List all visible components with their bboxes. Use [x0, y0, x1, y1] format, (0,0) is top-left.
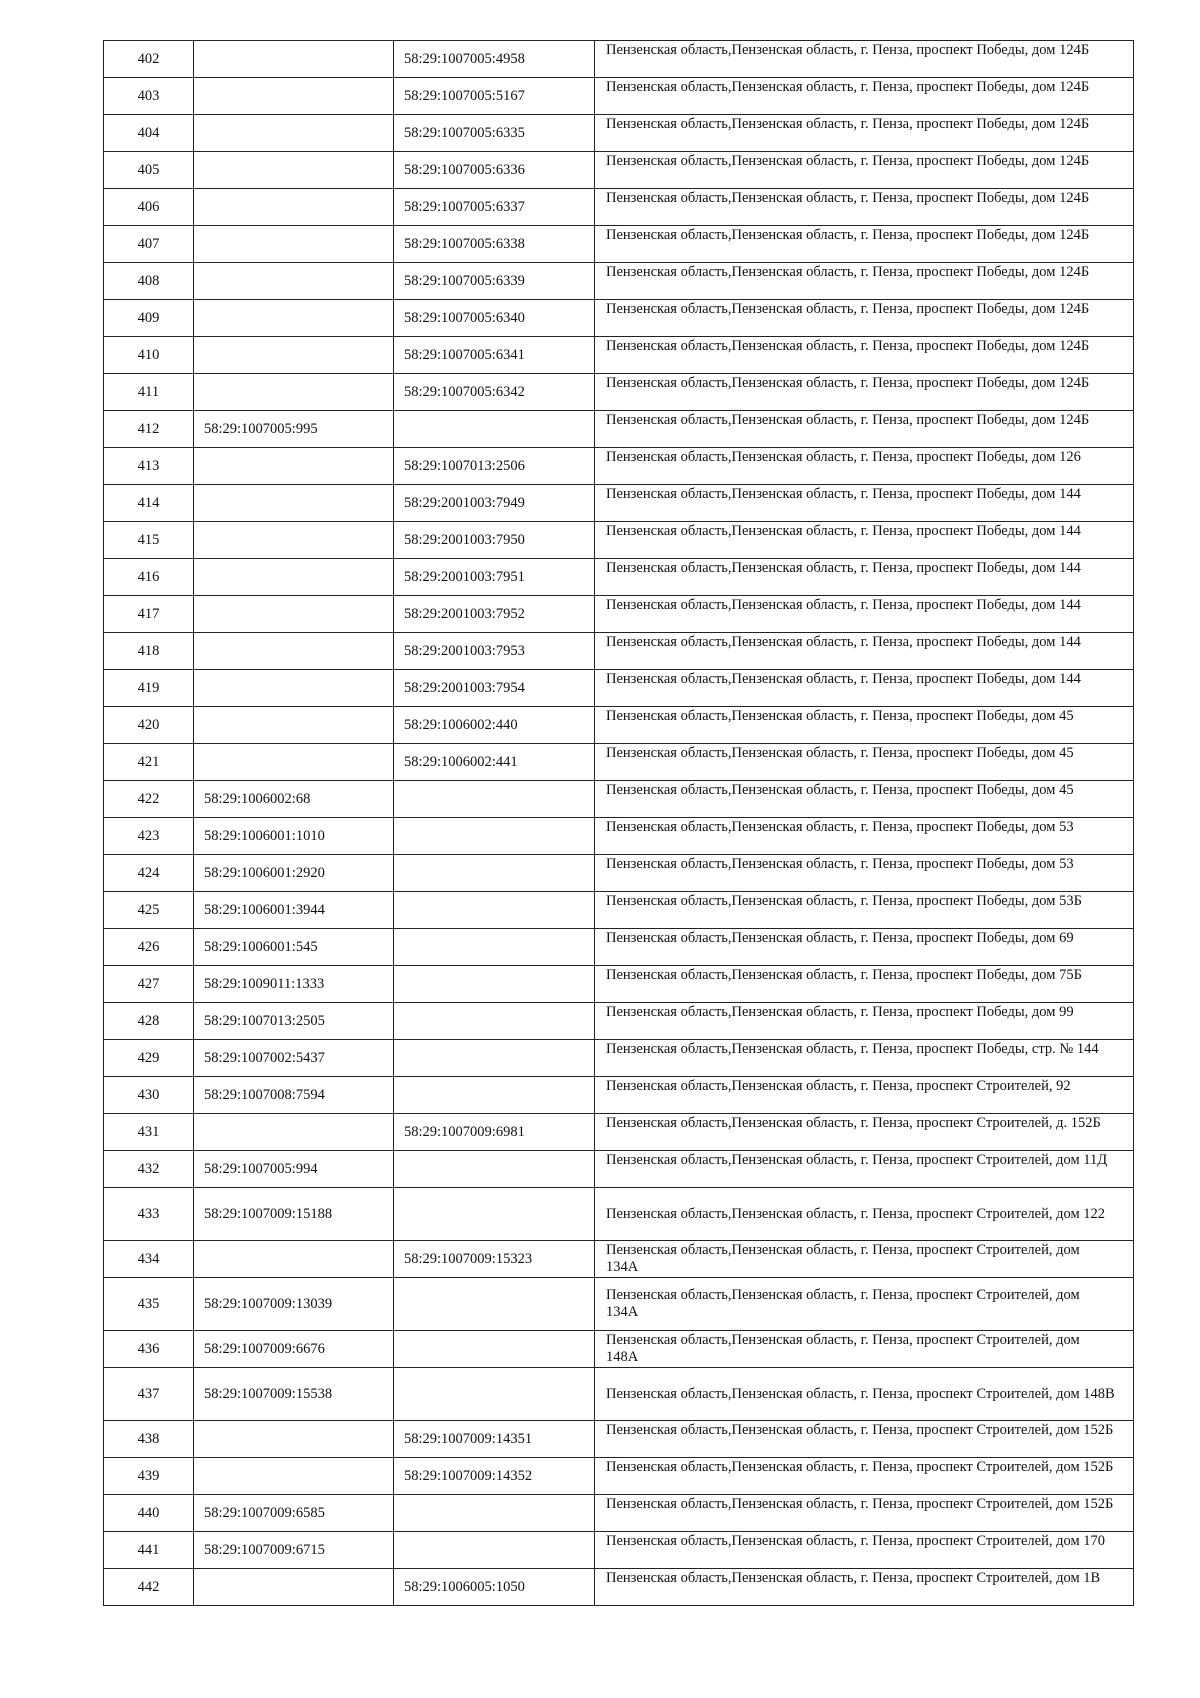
land-cadastral-number-cell: 58:29:1007013:2505: [194, 1003, 394, 1040]
address-cell: Пензенская область,Пензенская область, г. Пенза, проспект Победы, дом 124Б: [595, 374, 1134, 411]
address-cell: Пензенская область,Пензенская область, г. Пенза, проспект Победы, дом 99: [595, 1003, 1134, 1040]
row-number-cell: 438: [104, 1421, 194, 1458]
building-cadastral-number-cell: [394, 966, 595, 1003]
table-row: [104, 892, 1134, 929]
table-row: [104, 1151, 1134, 1188]
row-number-cell: 439: [104, 1458, 194, 1495]
address-cell: Пензенская область,Пензенская область, г. Пенза, проспект Победы, дом 144: [595, 522, 1134, 559]
address-cell: Пензенская область,Пензенская область, г. Пенза, проспект Победы, дом 144: [595, 485, 1134, 522]
row-number-cell: 402: [104, 41, 194, 78]
land-cadastral-number-cell: [194, 374, 394, 411]
address-cell: Пензенская область,Пензенская область, г. Пенза, проспект Победы, дом 53: [595, 818, 1134, 855]
building-cadastral-number-cell: 58:29:1007005:6339: [394, 263, 595, 300]
table-row: [104, 263, 1134, 300]
table-row: [104, 633, 1134, 670]
table-row: [104, 1368, 1134, 1421]
row-number-cell: 406: [104, 189, 194, 226]
address-cell: Пензенская область,Пензенская область, г. Пенза, проспект Строителей, дом 148А: [595, 1331, 1134, 1368]
row-number-cell: 427: [104, 966, 194, 1003]
address-cell: Пензенская область,Пензенская область, г. Пенза, проспект Победы, дом 144: [595, 670, 1134, 707]
address-cell: Пензенская область,Пензенская область, г. Пенза, проспект Строителей, дом 152Б: [595, 1495, 1134, 1532]
building-cadastral-number-cell: 58:29:1007009:14352: [394, 1458, 595, 1495]
land-cadastral-number-cell: [194, 300, 394, 337]
table-row: [104, 374, 1134, 411]
address-cell: Пензенская область,Пензенская область, г. Пенза, проспект Строителей, дом 11Д: [595, 1151, 1134, 1188]
land-cadastral-number-cell: [194, 522, 394, 559]
address-cell: Пензенская область,Пензенская область, г. Пенза, проспект Строителей, дом 134А: [595, 1241, 1134, 1278]
registry-table-body: [104, 41, 1134, 1606]
table-row: [104, 411, 1134, 448]
land-cadastral-number-cell: [194, 1458, 394, 1495]
table-row: [104, 744, 1134, 781]
address-cell: Пензенская область,Пензенская область, г. Пенза, проспект Победы, дом 124Б: [595, 78, 1134, 115]
address-cell: Пензенская область,Пензенская область, г. Пенза, проспект Победы, дом 126: [595, 448, 1134, 485]
address-cell: Пензенская область,Пензенская область, г. Пенза, проспект Победы, дом 124Б: [595, 411, 1134, 448]
building-cadastral-number-cell: 58:29:1007005:6341: [394, 337, 595, 374]
address-cell: Пензенская область,Пензенская область, г. Пенза, проспект Победы, дом 144: [595, 596, 1134, 633]
building-cadastral-number-cell: [394, 1278, 595, 1331]
table-row: [104, 966, 1134, 1003]
address-cell: Пензенская область,Пензенская область, г. Пенза, проспект Строителей, дом 1В: [595, 1569, 1134, 1606]
building-cadastral-number-cell: 58:29:1007009:15323: [394, 1241, 595, 1278]
address-cell: Пензенская область,Пензенская область, г. Пенза, проспект Строителей, дом 148В: [595, 1368, 1134, 1421]
address-cell: Пензенская область,Пензенская область, г. Пенза, проспект Победы, дом 45: [595, 707, 1134, 744]
row-number-cell: 432: [104, 1151, 194, 1188]
row-number-cell: 442: [104, 1569, 194, 1606]
address-cell: Пензенская область,Пензенская область, г. Пенза, проспект Победы, дом 45: [595, 781, 1134, 818]
table-row: [104, 1003, 1134, 1040]
row-number-cell: 414: [104, 485, 194, 522]
table-row: [104, 226, 1134, 263]
row-number-cell: 435: [104, 1278, 194, 1331]
table-row: [104, 1040, 1134, 1077]
building-cadastral-number-cell: 58:29:1007005:6338: [394, 226, 595, 263]
address-cell: Пензенская область,Пензенская область, г. Пенза, проспект Победы, дом 124Б: [595, 189, 1134, 226]
land-cadastral-number-cell: [194, 115, 394, 152]
building-cadastral-number-cell: [394, 929, 595, 966]
address-cell: Пензенская область,Пензенская область, г. Пенза, проспект Строителей, дом 152Б: [595, 1458, 1134, 1495]
building-cadastral-number-cell: [394, 1188, 595, 1241]
table-row: [104, 1458, 1134, 1495]
land-cadastral-number-cell: [194, 485, 394, 522]
building-cadastral-number-cell: 58:29:1006002:440: [394, 707, 595, 744]
land-cadastral-number-cell: 58:29:1007008:7594: [194, 1077, 394, 1114]
address-cell: Пензенская область,Пензенская область, г. Пенза, проспект Победы, дом 124Б: [595, 263, 1134, 300]
land-cadastral-number-cell: 58:29:1007005:995: [194, 411, 394, 448]
row-number-cell: 433: [104, 1188, 194, 1241]
land-cadastral-number-cell: 58:29:1007009:6715: [194, 1532, 394, 1569]
address-cell: Пензенская область,Пензенская область, г. Пенза, проспект Победы, дом 75Б: [595, 966, 1134, 1003]
table-row: [104, 1532, 1134, 1569]
address-cell: Пензенская область,Пензенская область, г. Пенза, проспект Победы, дом 53: [595, 855, 1134, 892]
row-number-cell: 428: [104, 1003, 194, 1040]
table-row: [104, 522, 1134, 559]
table-row: [104, 78, 1134, 115]
address-cell: Пензенская область,Пензенская область, г. Пенза, проспект Победы, дом 45: [595, 744, 1134, 781]
building-cadastral-number-cell: [394, 1532, 595, 1569]
land-cadastral-number-cell: 58:29:1006001:3944: [194, 892, 394, 929]
table-row: [104, 559, 1134, 596]
land-cadastral-number-cell: 58:29:1006001:545: [194, 929, 394, 966]
row-number-cell: 425: [104, 892, 194, 929]
land-cadastral-number-cell: [194, 559, 394, 596]
row-number-cell: 404: [104, 115, 194, 152]
land-cadastral-number-cell: [194, 1569, 394, 1606]
table-row: [104, 1114, 1134, 1151]
row-number-cell: 408: [104, 263, 194, 300]
row-number-cell: 409: [104, 300, 194, 337]
building-cadastral-number-cell: 58:29:1007005:6340: [394, 300, 595, 337]
building-cadastral-number-cell: [394, 892, 595, 929]
land-cadastral-number-cell: [194, 337, 394, 374]
row-number-cell: 413: [104, 448, 194, 485]
building-cadastral-number-cell: 58:29:1007005:4958: [394, 41, 595, 78]
land-cadastral-number-cell: 58:29:1006001:2920: [194, 855, 394, 892]
land-cadastral-number-cell: 58:29:1006001:1010: [194, 818, 394, 855]
row-number-cell: 422: [104, 781, 194, 818]
building-cadastral-number-cell: 58:29:1007013:2506: [394, 448, 595, 485]
land-cadastral-number-cell: 58:29:1007009:15188: [194, 1188, 394, 1241]
table-row: [104, 300, 1134, 337]
building-cadastral-number-cell: 58:29:1007005:5167: [394, 78, 595, 115]
land-cadastral-number-cell: [194, 226, 394, 263]
row-number-cell: 436: [104, 1331, 194, 1368]
address-cell: Пензенская область,Пензенская область, г. Пенза, проспект Строителей, дом 122: [595, 1188, 1134, 1241]
land-cadastral-number-cell: 58:29:1007005:994: [194, 1151, 394, 1188]
building-cadastral-number-cell: [394, 411, 595, 448]
table-row: [104, 485, 1134, 522]
row-number-cell: 417: [104, 596, 194, 633]
building-cadastral-number-cell: 58:29:1007005:6337: [394, 189, 595, 226]
table-row: [104, 596, 1134, 633]
building-cadastral-number-cell: [394, 1331, 595, 1368]
row-number-cell: 424: [104, 855, 194, 892]
address-cell: Пензенская область,Пензенская область, г. Пенза, проспект Победы, дом 124Б: [595, 115, 1134, 152]
table-row: [104, 1241, 1134, 1278]
row-number-cell: 441: [104, 1532, 194, 1569]
table-row: [104, 1077, 1134, 1114]
building-cadastral-number-cell: 58:29:1006005:1050: [394, 1569, 595, 1606]
land-cadastral-number-cell: 58:29:1007002:5437: [194, 1040, 394, 1077]
table-row: [104, 855, 1134, 892]
row-number-cell: 421: [104, 744, 194, 781]
land-cadastral-number-cell: [194, 78, 394, 115]
row-number-cell: 418: [104, 633, 194, 670]
table-row: [104, 670, 1134, 707]
land-cadastral-number-cell: [194, 448, 394, 485]
table-row: [104, 448, 1134, 485]
building-cadastral-number-cell: [394, 1151, 595, 1188]
building-cadastral-number-cell: [394, 1368, 595, 1421]
row-number-cell: 416: [104, 559, 194, 596]
land-cadastral-number-cell: [194, 633, 394, 670]
address-cell: Пензенская область,Пензенская область, г. Пенза, проспект Победы, дом 144: [595, 633, 1134, 670]
land-cadastral-number-cell: [194, 152, 394, 189]
table-row: [104, 1331, 1134, 1368]
building-cadastral-number-cell: 58:29:1007005:6342: [394, 374, 595, 411]
row-number-cell: 423: [104, 818, 194, 855]
table-row: [104, 1495, 1134, 1532]
building-cadastral-number-cell: [394, 1003, 595, 1040]
building-cadastral-number-cell: [394, 818, 595, 855]
address-cell: Пензенская область,Пензенская область, г. Пенза, проспект Строителей, 92: [595, 1077, 1134, 1114]
table-row: [104, 152, 1134, 189]
land-cadastral-number-cell: [194, 1421, 394, 1458]
row-number-cell: 412: [104, 411, 194, 448]
address-cell: Пензенская область,Пензенская область, г. Пенза, проспект Победы, дом 124Б: [595, 337, 1134, 374]
table-row: [104, 41, 1134, 78]
land-cadastral-number-cell: 58:29:1009011:1333: [194, 966, 394, 1003]
address-cell: Пензенская область,Пензенская область, г. Пенза, проспект Победы, дом 53Б: [595, 892, 1134, 929]
land-cadastral-number-cell: [194, 744, 394, 781]
table-row: [104, 337, 1134, 374]
building-cadastral-number-cell: [394, 855, 595, 892]
land-cadastral-number-cell: [194, 670, 394, 707]
table-row: [104, 818, 1134, 855]
table-row: [104, 929, 1134, 966]
table-row: [104, 1188, 1134, 1241]
address-cell: Пензенская область,Пензенская область, г. Пенза, проспект Победы, дом 124Б: [595, 41, 1134, 78]
building-cadastral-number-cell: 58:29:2001003:7954: [394, 670, 595, 707]
land-cadastral-number-cell: 58:29:1007009:6676: [194, 1331, 394, 1368]
table-row: [104, 115, 1134, 152]
building-cadastral-number-cell: [394, 781, 595, 818]
land-cadastral-number-cell: 58:29:1007009:15538: [194, 1368, 394, 1421]
building-cadastral-number-cell: [394, 1077, 595, 1114]
building-cadastral-number-cell: 58:29:2001003:7952: [394, 596, 595, 633]
row-number-cell: 434: [104, 1241, 194, 1278]
building-cadastral-number-cell: 58:29:2001003:7950: [394, 522, 595, 559]
row-number-cell: 426: [104, 929, 194, 966]
table-row: [104, 781, 1134, 818]
address-cell: Пензенская область,Пензенская область, г. Пенза, проспект Строителей, д. 152Б: [595, 1114, 1134, 1151]
address-cell: Пензенская область,Пензенская область, г. Пенза, проспект Победы, дом 124Б: [595, 300, 1134, 337]
land-cadastral-number-cell: [194, 1241, 394, 1278]
building-cadastral-number-cell: [394, 1495, 595, 1532]
land-cadastral-number-cell: [194, 189, 394, 226]
building-cadastral-number-cell: 58:29:1007009:14351: [394, 1421, 595, 1458]
row-number-cell: 429: [104, 1040, 194, 1077]
address-cell: Пензенская область,Пензенская область, г. Пенза, проспект Победы, стр. № 144: [595, 1040, 1134, 1077]
table-row: [104, 1278, 1134, 1331]
row-number-cell: 410: [104, 337, 194, 374]
building-cadastral-number-cell: 58:29:1007005:6335: [394, 115, 595, 152]
land-cadastral-number-cell: [194, 707, 394, 744]
land-cadastral-number-cell: [194, 1114, 394, 1151]
row-number-cell: 440: [104, 1495, 194, 1532]
table-row: [104, 1421, 1134, 1458]
building-cadastral-number-cell: 58:29:1007009:6981: [394, 1114, 595, 1151]
building-cadastral-number-cell: 58:29:2001003:7951: [394, 559, 595, 596]
row-number-cell: 407: [104, 226, 194, 263]
building-cadastral-number-cell: 58:29:2001003:7953: [394, 633, 595, 670]
row-number-cell: 419: [104, 670, 194, 707]
address-cell: Пензенская область,Пензенская область, г. Пенза, проспект Победы, дом 144: [595, 559, 1134, 596]
building-cadastral-number-cell: 58:29:1007005:6336: [394, 152, 595, 189]
building-cadastral-number-cell: [394, 1040, 595, 1077]
land-cadastral-number-cell: 58:29:1006002:68: [194, 781, 394, 818]
building-cadastral-number-cell: 58:29:2001003:7949: [394, 485, 595, 522]
row-number-cell: 405: [104, 152, 194, 189]
table-row: [104, 707, 1134, 744]
row-number-cell: 437: [104, 1368, 194, 1421]
address-cell: Пензенская область,Пензенская область, г. Пенза, проспект Строителей, дом 170: [595, 1532, 1134, 1569]
row-number-cell: 415: [104, 522, 194, 559]
address-cell: Пензенская область,Пензенская область, г. Пенза, проспект Строителей, дом 152Б: [595, 1421, 1134, 1458]
row-number-cell: 430: [104, 1077, 194, 1114]
address-cell: Пензенская область,Пензенская область, г. Пенза, проспект Строителей, дом 134А: [595, 1278, 1134, 1331]
land-cadastral-number-cell: 58:29:1007009:13039: [194, 1278, 394, 1331]
address-cell: Пензенская область,Пензенская область, г. Пенза, проспект Победы, дом 69: [595, 929, 1134, 966]
land-cadastral-number-cell: [194, 596, 394, 633]
table-row: [104, 1569, 1134, 1606]
table-row: [104, 189, 1134, 226]
registry-table: [103, 40, 1134, 1606]
address-cell: Пензенская область,Пензенская область, г. Пенза, проспект Победы, дом 124Б: [595, 226, 1134, 263]
building-cadastral-number-cell: 58:29:1006002:441: [394, 744, 595, 781]
land-cadastral-number-cell: [194, 41, 394, 78]
row-number-cell: 420: [104, 707, 194, 744]
row-number-cell: 411: [104, 374, 194, 411]
land-cadastral-number-cell: 58:29:1007009:6585: [194, 1495, 394, 1532]
row-number-cell: 403: [104, 78, 194, 115]
address-cell: Пензенская область,Пензенская область, г. Пенза, проспект Победы, дом 124Б: [595, 152, 1134, 189]
row-number-cell: 431: [104, 1114, 194, 1151]
land-cadastral-number-cell: [194, 263, 394, 300]
